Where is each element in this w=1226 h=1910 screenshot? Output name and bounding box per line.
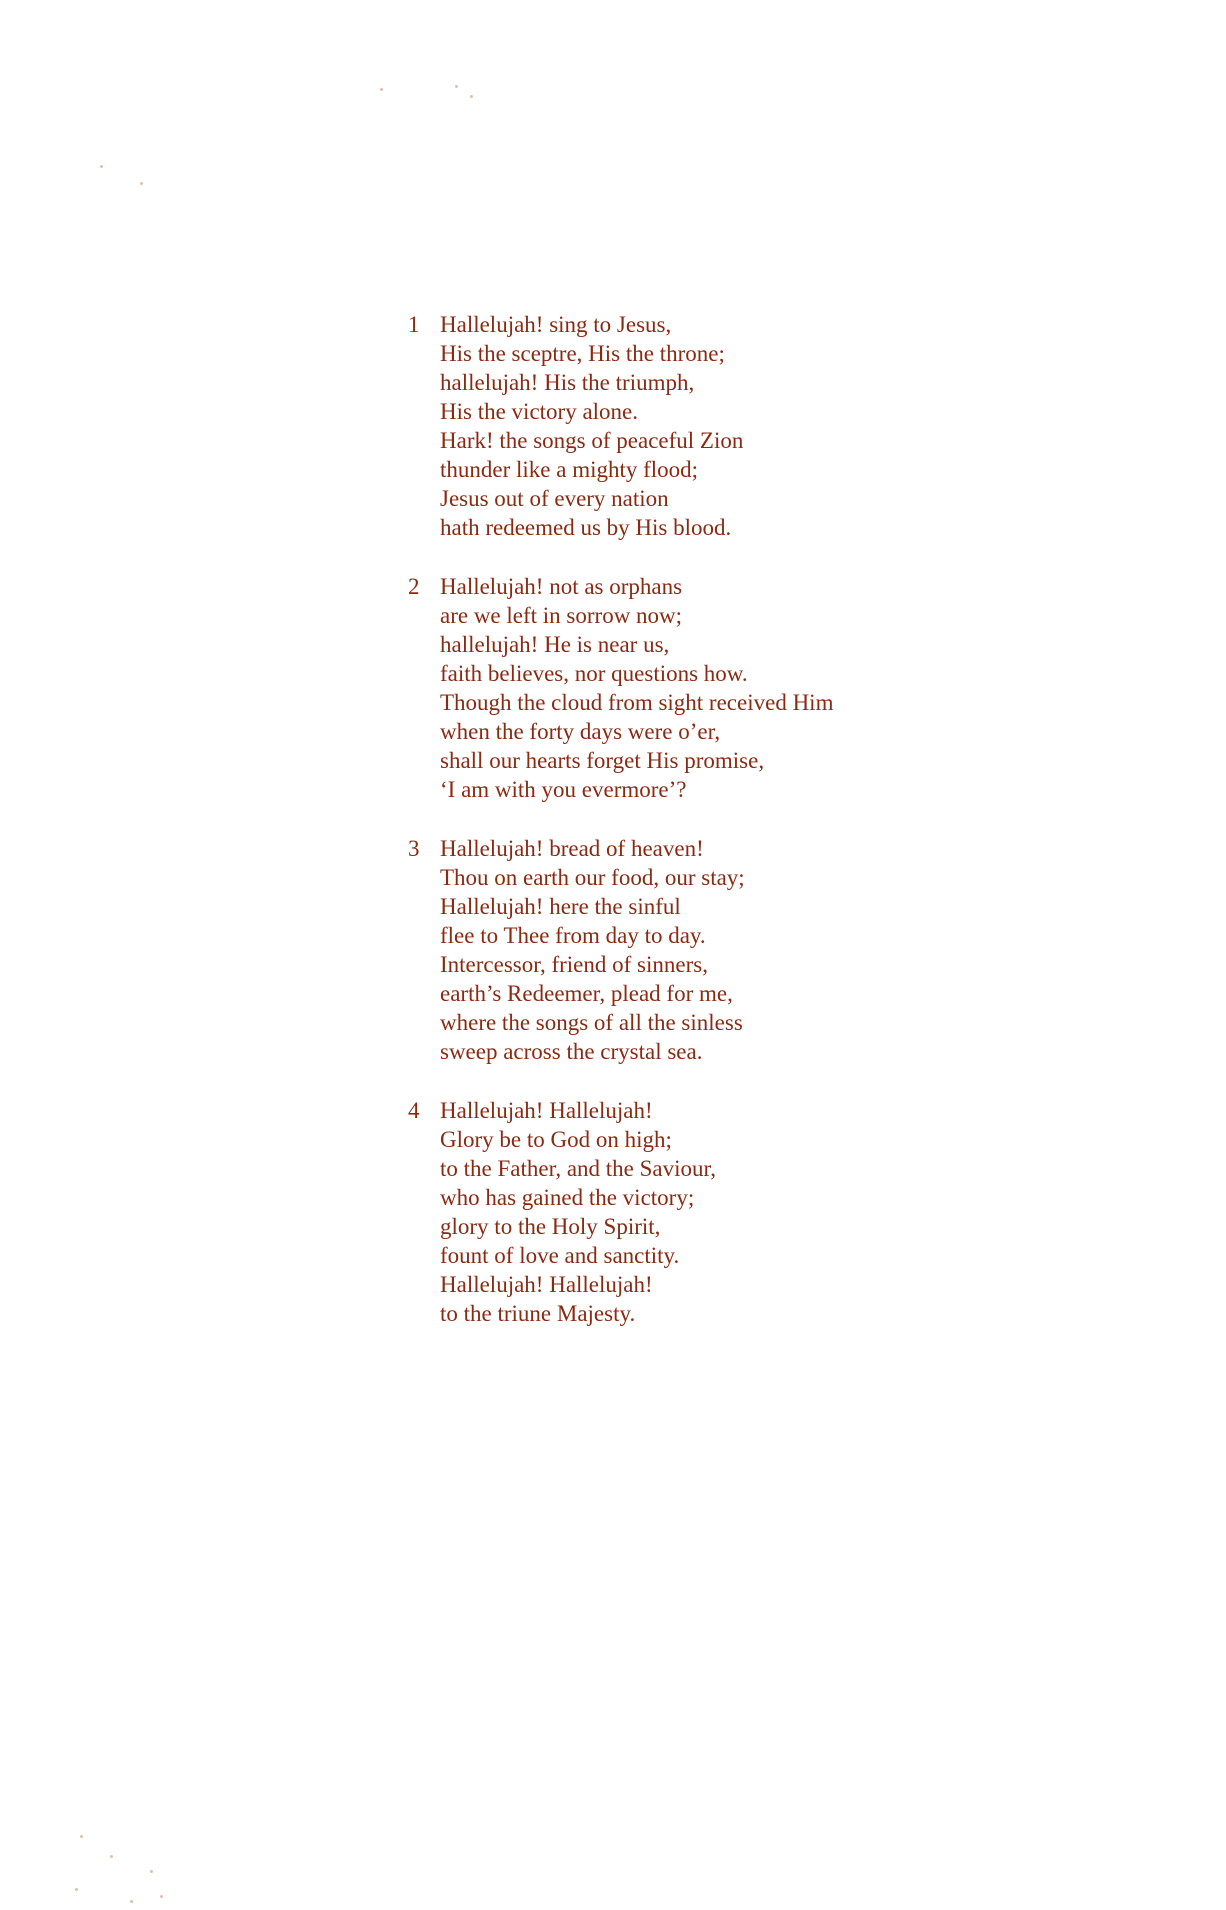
- verse-number: 1: [408, 312, 420, 337]
- verse-line: Hallelujah! bread of heaven!: [440, 836, 704, 861]
- verse-line: Hallelujah! sing to Jesus,: [440, 312, 672, 337]
- verse-1: [408, 310, 968, 542]
- verse-line: glory to the Holy Spirit,: [440, 1214, 661, 1239]
- print-speckle: [150, 1870, 153, 1873]
- print-speckle: [110, 1855, 113, 1858]
- verse-line: Jesus out of every nation: [440, 486, 669, 511]
- verse-line: fount of love and sanctity.: [440, 1243, 680, 1268]
- verse-line: Though the cloud from sight received Him: [440, 690, 834, 715]
- verse-line: His the victory alone.: [440, 399, 639, 424]
- verse-line: Hallelujah! here the sinful: [440, 894, 681, 919]
- verse-line: hath redeemed us by His blood.: [440, 515, 732, 540]
- verse-line: where the songs of all the sinless: [440, 1010, 743, 1035]
- print-speckle: [140, 182, 143, 185]
- verse-line: Hallelujah! Hallelujah!: [440, 1098, 653, 1123]
- print-speckle: [75, 1888, 78, 1891]
- verse-line: Hallelujah! not as orphans: [440, 574, 683, 599]
- verse-2: [408, 572, 968, 804]
- print-speckle: [160, 1895, 163, 1898]
- print-speckle: [100, 165, 103, 168]
- verse-line: Thou on earth our food, our stay;: [440, 865, 745, 890]
- verse-line: earth’s Redeemer, plead for me,: [440, 981, 733, 1006]
- verse-4: [408, 1096, 968, 1328]
- verse-line: are we left in sorrow now;: [440, 603, 683, 628]
- verse-line: Hark! the songs of peaceful Zion: [440, 428, 744, 453]
- verse-number: 2: [408, 574, 420, 599]
- print-speckle: [130, 1900, 133, 1903]
- print-speckle: [80, 1835, 83, 1838]
- verse-number: 4: [408, 1098, 420, 1123]
- verse-line: His the sceptre, His the throne;: [440, 341, 725, 366]
- hymn-text: [408, 310, 968, 1358]
- verse-line: when the forty days were o’er,: [440, 719, 721, 744]
- verse-line: shall our hearts forget His promise,: [440, 748, 765, 773]
- verse-line: Intercessor, friend of sinners,: [440, 952, 708, 977]
- verse-line: to the triune Majesty.: [440, 1301, 636, 1326]
- verse-line: ‘I am with you evermore’?: [440, 777, 687, 802]
- verse-3: [408, 834, 968, 1066]
- verse-line: Glory be to God on high;: [440, 1127, 672, 1152]
- verse-line: thunder like a mighty flood;: [440, 457, 699, 482]
- verse-line: flee to Thee from day to day.: [440, 923, 706, 948]
- print-speckle: [470, 95, 473, 98]
- print-speckle: [380, 88, 383, 91]
- verse-line: hallelujah! His the triumph,: [440, 370, 695, 395]
- verse-line: sweep across the crystal sea.: [440, 1039, 703, 1064]
- verse-line: to the Father, and the Saviour,: [440, 1156, 717, 1181]
- verse-number: 3: [408, 836, 420, 861]
- verse-line: Hallelujah! Hallelujah!: [440, 1272, 653, 1297]
- print-speckle: [455, 85, 458, 88]
- verse-line: hallelujah! He is near us,: [440, 632, 670, 657]
- verse-line: faith believes, nor questions how.: [440, 661, 748, 686]
- verse-line: who has gained the victory;: [440, 1185, 695, 1210]
